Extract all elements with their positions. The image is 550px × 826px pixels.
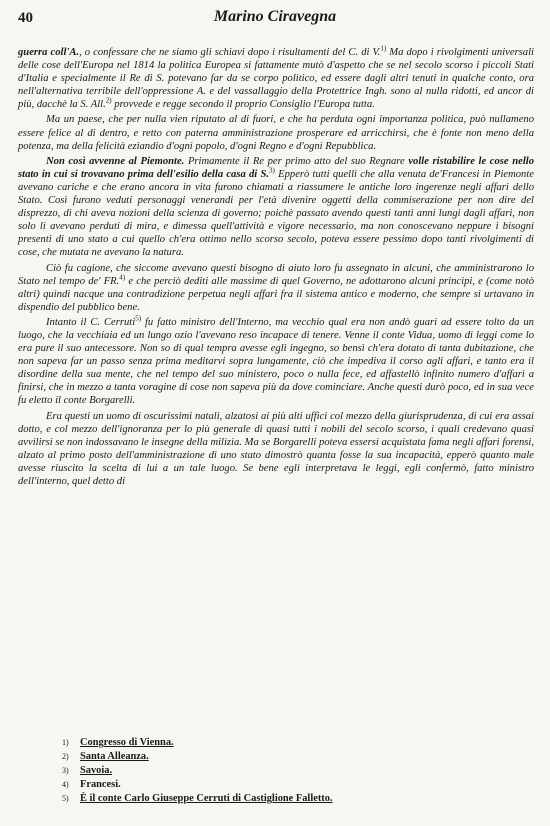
paragraph <box>18 46 534 111</box>
footnote-text: Congresso di Vienna. <box>80 737 174 748</box>
footnote-reference: 1) <box>380 44 387 53</box>
footnote-mark: 4) <box>62 780 69 789</box>
text-run: guerra coll'A. <box>18 47 80 58</box>
paragraph <box>18 155 534 260</box>
footnote-mark: 2) <box>62 752 69 761</box>
footnote-text: Savoia. <box>80 765 113 776</box>
paragraph <box>18 410 534 489</box>
text-run: e che perciò dediti alle massime di quel Governo, ne adottarono alcuni principi, e (come notò altri) quindi nacque una contradizione perpetua negli affari fra il sistema antico e moderno, che sempre si urtavano in dispendio del pubblico bene. <box>18 275 534 313</box>
footnote-reference: 2) <box>105 96 112 105</box>
paragraph <box>18 316 534 408</box>
text-run: Ma dopo i rivolgimenti universali delle cose dell'Europa nel 1814 la politica Europea si fattamente mutò d'aspetto che se nel secolo scorso i piccoli Stati d'Italia e specialmente il Re di S. potevano far da se corpo politico, ed essere dagli altri tenuti in qualche conto, ora nell'alternativa terribile dell'oppressione A. e del vassallaggio della Protettrice Ingh. sono al nulla ridotti, ed ancor di più, dacchè la S. All. <box>18 47 534 111</box>
page-number: 40 <box>18 10 33 26</box>
text-run: Non così avvenne al Piemonte. <box>46 155 185 167</box>
footnote-reference: 4) <box>119 273 126 282</box>
paragraph <box>18 113 534 152</box>
text-run: Intanto il C. Cerruti <box>46 316 136 328</box>
text-run: provvede e regge secondo il proprio Consiglio l'Europa tutta. <box>111 99 375 111</box>
paragraph <box>18 262 534 314</box>
footnote-mark: 5) <box>62 794 69 803</box>
footnote-text: È il conte Carlo Giuseppe Cerruti di Castiglione Falletto. <box>80 793 333 804</box>
footnote-text: Santa Alleanza. <box>80 751 149 762</box>
footnote <box>62 764 532 778</box>
text-run: fu fatto ministro dell'Interno, ma vecchio qual era non andò guari ad essere tolto da un luogo, che la vecchiaia ed un lungo ozio l'avevano reso incapace di tenere. Venne il conte Vidua, uomo di leggi come lo era pure il suo antecessore. Non so di qual tempra avesse egli ingegno, so bensì ch'era dotato di tanta dubitazione, che non sapeva far un passo senza prima meditarvi sopra lungamente, ciò che impediva il corso agli affari, e tanto era il disordine della sua mente, che nel tempo del suo ministero, poco o nulla fece, ed affastellò infinito numero d'affari a finirsi, che in mezzo a tanta voragine di cose non sapeva più da dove cominciare. Anche questi durò poco, ed in sua vece fu eletto il conte Borgarelli. <box>18 316 534 407</box>
page-header <box>18 8 532 32</box>
text-run: Epperò tutti quelli che alla venuta de'Francesi in Piemonte avevano cariche e che erano ancora in vita furono chiamati a riassumere le antiche loro ingerenze negli affari dello Stato. Così furono veduti personaggi venerandi per l'età divenire oggetti della commiserazione per non dire del disprezzo, di chi aveva nozioni della scienza di governo; poichè passato avendo questi tanti anni lungi dagli affari, non solo li avevano perduti di mira, e dimessa quell'attività e vigore necessario, ma non conoscevano neppure i bisogni presenti di uno stato a cui quello ch'era ottimo nello scorso secolo, poteva essere pessimo dopo tanti rivolgimenti di cose, che mutata ne avevano la natura. <box>18 168 535 259</box>
footnote <box>62 750 532 764</box>
text-run: Primamente il Re per primo atto del suo Regnare <box>184 155 409 167</box>
footnote-reference: 5) <box>135 314 142 323</box>
footnote-reference: 3) <box>269 166 275 175</box>
text-run: Ciò fu cagione, che siccome avevano questi bisogno di aiuto loro fu assegnato in alcuni, che amministrarono lo Stato nel tempo de' FR. <box>18 262 534 287</box>
footnote <box>62 792 532 806</box>
text-run: , o confessare che ne siamo gli schiavi dopo i risultamenti del C. di V. <box>79 47 381 58</box>
footnote-mark: 3) <box>62 766 69 775</box>
text-run: Era questi un uomo di oscurissimi natali, alzatosi ai più alti uffici col mezzo della giurisprudenza, di cui era assai dotto, e col mezzo dell'ignoranza per lo più generale di quasi tutti i nobili del secolo scorso, i quali credevano quasi avvilirsi se non indossavano le insegne della milizia. Ma se Borgarelli poteva essersi acquistata fama negli affari forensi, alzato al primo posto dell'amministrazione di uno stato dimostrò quanta fosse la sua incapacità, epperò quanto male avesse riuscito la scelta di lui a un tale luogo. Se bene egli interpretava le leggi, egli confermò, fatto ministro dell'interno, quel detto di <box>18 410 534 487</box>
footnotes <box>62 736 532 806</box>
text-run: Ma un paese, che per nulla vien riputato al di fuori, e che ha perduta ogni importanza politica, può nullameno essere felice al di dentro, e retto con paterna amministrazione prosperare ed arricchirsi, che è fonte non meno della potenza, ma della felicità eziandio d'ogni popolo, d'ogni Regno e d'ogni Repubblica. <box>18 114 534 152</box>
footnote-mark: 1) <box>62 738 69 747</box>
running-title: Marino Ciravegna <box>213 8 337 25</box>
footnote <box>62 778 532 792</box>
footnote <box>62 736 532 750</box>
body-text <box>18 46 534 490</box>
text-run: volle ristabilire le cose nello stato in cui si trovavano prima dell'esilio della casa di S. <box>18 155 535 180</box>
footnote-text: Francesi. <box>80 779 121 790</box>
